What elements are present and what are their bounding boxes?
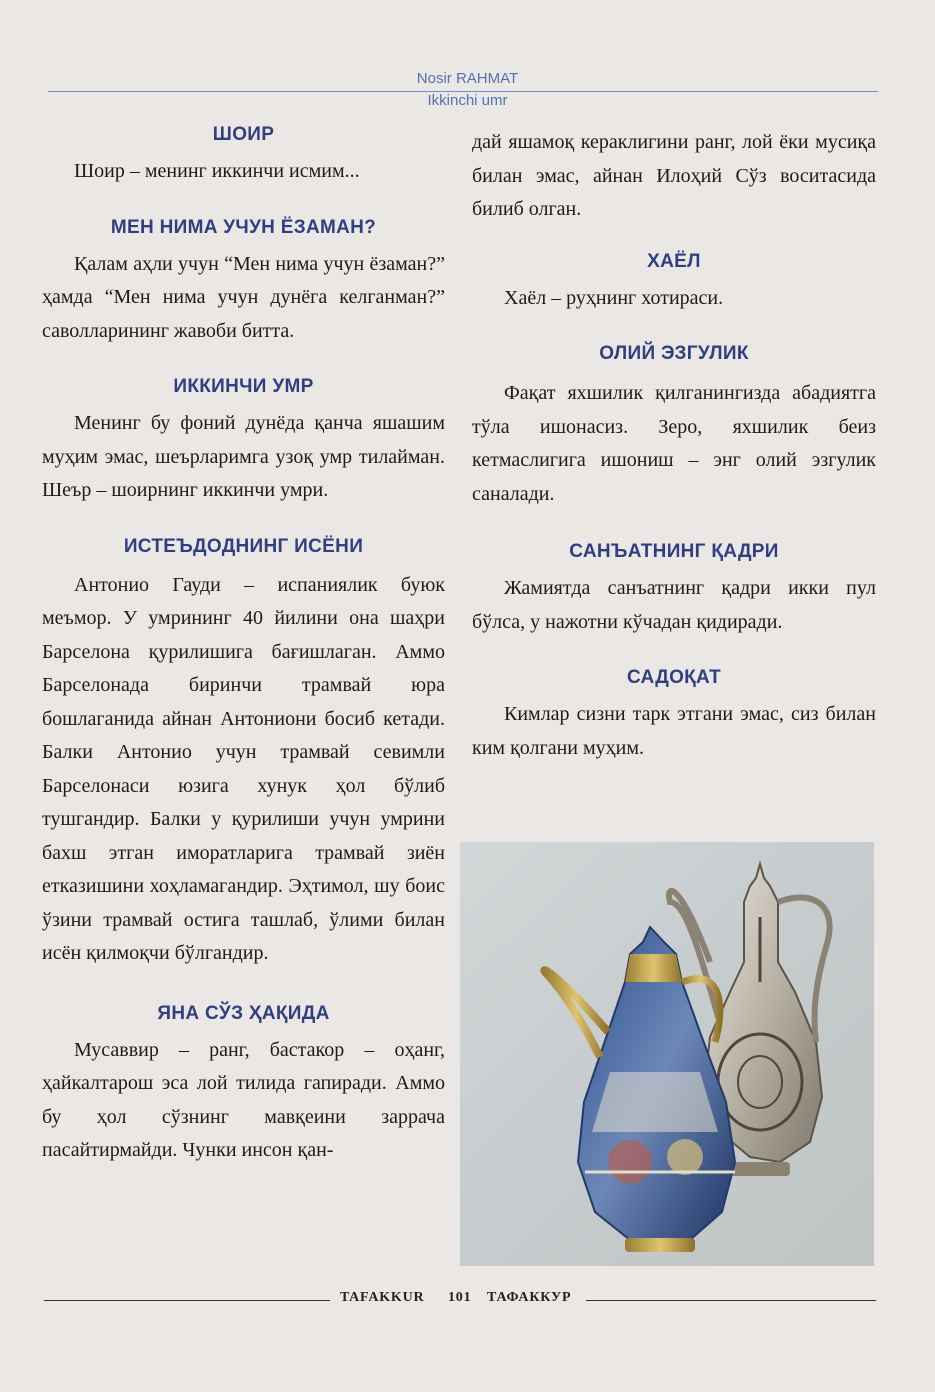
running-header-book: Ikkinchi umr — [427, 92, 508, 109]
paragraph-ikkinchi-umr: Менинг бу фоний дунёда қанча яшашим муҳим эмас, шеърларимга узоқ умр тилайман. Шеър – шоирнинг иккинчи умри. — [42, 412, 445, 501]
heading-sadoqat: САДОҚАТ — [626, 667, 722, 688]
footer-right-title: ТАФАККУР — [487, 1290, 572, 1305]
heading-men-nima-uchun-yozaman: МЕН НИМА УЧУН ЁЗАМАН? — [110, 216, 377, 238]
heading-ikkinchi-umr: ИККИНЧИ УМР — [173, 376, 314, 397]
left-column — [42, 120, 445, 1168]
heading-oliy-ezgulik: ОЛИЙ ЭЗГУЛИК — [599, 343, 749, 364]
heading-xayol: ХАЁЛ — [647, 250, 701, 272]
heading-isteddodning-isyoni: ИСТЕЪДОДНИНГ ИСЁНИ — [123, 535, 364, 557]
heading-shoir: ШОИР — [212, 124, 275, 145]
right-column — [472, 126, 876, 765]
footer-left-title: TAFAKKUR — [340, 1290, 425, 1305]
running-header-author: Nosir RAHMAT — [416, 70, 519, 87]
paragraph-shoir: Шоир – менинг иккинчи исмим... — [74, 160, 360, 182]
ewers-drawing — [460, 842, 874, 1266]
footer-rule-right — [586, 1300, 876, 1301]
heading-yana-soz-haqida: ЯНА СЎЗ ҲАҚИДА — [157, 1002, 330, 1024]
paragraph-oliy-ezgulik: Фақат яхшилик қилганингизда абадиятга тўла ишонасиз. Зеро, яхшилик беиз кетмаслигига ишониш – энг олий эзгулик саналади. — [472, 382, 876, 505]
paragraph-sanatning-qadri: Жамиятда санъатнинг қадри икки пул бўлса, у нажотни кўчадан қидиради. — [472, 577, 876, 633]
paragraph-isteddodning-isyoni: Антонио Гауди – испаниялик буюк меъмор. У умрининг 40 йилини она шаҳри Барселона қурилишига бағишлаган. Аммо Барселонада биринчи трамвай юра бошлаганида айнан Антониони босиб кетади. Балки Антонио учун трамвай севимли Барселонаси юзига хунук ҳол бўлиб тушгандир. Балки у қурилиши учун умрини бахш этган иморатларига трамвай зиён етказишини хоҳламагандир. Эҳтимол, шу боис ўзини трамвай остига ташлаб, ўлими билан исён қилмоқчи бўлгандир. — [42, 573, 445, 964]
footer-rule-left — [44, 1300, 330, 1301]
paragraph-sadoqat: Кимлар сизни тарк этгани эмас, сиз билан ким қолгани муҳим. — [472, 703, 876, 759]
page-number: 101 — [448, 1290, 472, 1305]
paragraph-continued: дай яшамоқ кераклигини ранг, лой ёки мусиқа билан эмас, айнан Илоҳий Сўз воситасида билиб олган. — [472, 131, 876, 220]
heading-sanatning-qadri: САНЪАТНИНГ ҚАДРИ — [569, 541, 779, 562]
ewers-illustration — [460, 842, 874, 1266]
paragraph-xayol: Хаёл – руҳнинг хотираси. — [504, 286, 724, 309]
paragraph-yana-soz-haqida: Мусаввир – ранг, бастакор – оҳанг, ҳайкалтарош эса лой тилида гапиради. Аммо бу ҳол сўзнинг мавқеини заррача пасайтирмайди. Чунки инсон қан- — [42, 1038, 445, 1161]
paragraph-men-nima-uchun-yozaman: Қалам аҳли учун “Мен нима учун ёзаман?” ҳамда “Мен нима учун дунёга келганман?” саволларининг жавоби битта. — [42, 252, 445, 342]
